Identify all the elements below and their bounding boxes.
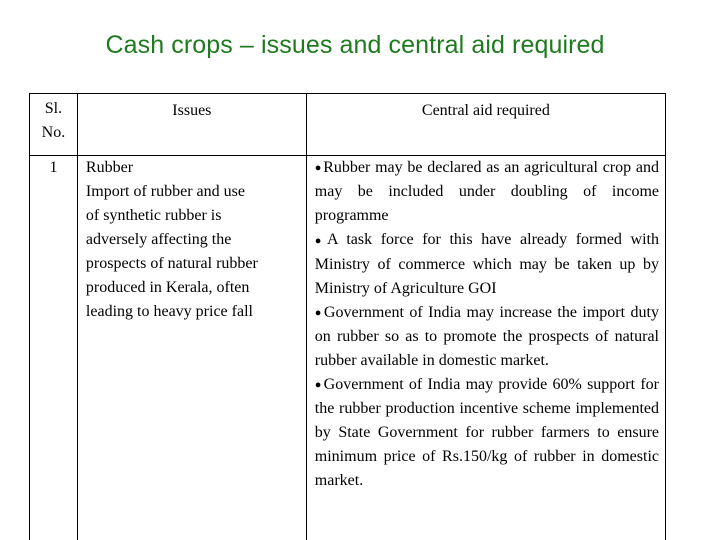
table-row [30,156,666,540]
issue-line: leading to heavy price fall [85,303,253,320]
crops-table [29,93,666,540]
header-sl-line1: Sl. [44,100,63,117]
aid-point-text: A task force for this have already formed with Ministry of commerce which may be taken up by Ministry of Agriculture GOI [314,231,659,297]
black-dot-bullet-icon: ● [314,234,327,247]
black-dot-bullet-icon: ● [314,379,323,392]
black-dot-bullet-icon: ● [314,306,323,319]
row-sl-number: 1 [30,156,78,540]
black-dot-bullet-icon: ● [314,162,323,175]
issue-line: produced in Kerala, often [85,279,250,296]
header-sl-no [30,94,78,156]
slide-title: Cash crops – issues and central aid required [105,31,605,59]
aid-point [315,156,659,228]
aid-point [315,228,659,300]
row-issues-cell [77,156,306,540]
issue-line: Import of rubber and use [85,183,245,200]
aid-point-text: Government of India may provide 60% support for the rubber production incentive scheme implemented by State Government for rubber farmers to ensure minimum price of Rs.150/kg of rubber in domestic market. [314,375,659,490]
aid-point [315,373,659,493]
header-issues: Issues [77,94,306,156]
header-sl-line2: No. [41,124,66,141]
aid-point-text: Government of India may increase the import duty on rubber so as to promote the prospects of natural rubber available in domestic market. [314,303,659,369]
aid-point-text: Rubber may be declared as an agricultural crop and may be included under doubling of income programme [314,159,659,225]
table-header-row [30,94,666,156]
row-aid-cell [306,156,665,540]
header-central-aid: Central aid required [306,94,665,156]
aid-point [315,301,659,373]
issue-line: of synthetic rubber is [85,207,222,224]
issue-line: adversely affecting the [85,231,232,248]
issue-line: prospects of natural rubber [85,255,258,272]
issue-heading: Rubber [85,159,134,176]
